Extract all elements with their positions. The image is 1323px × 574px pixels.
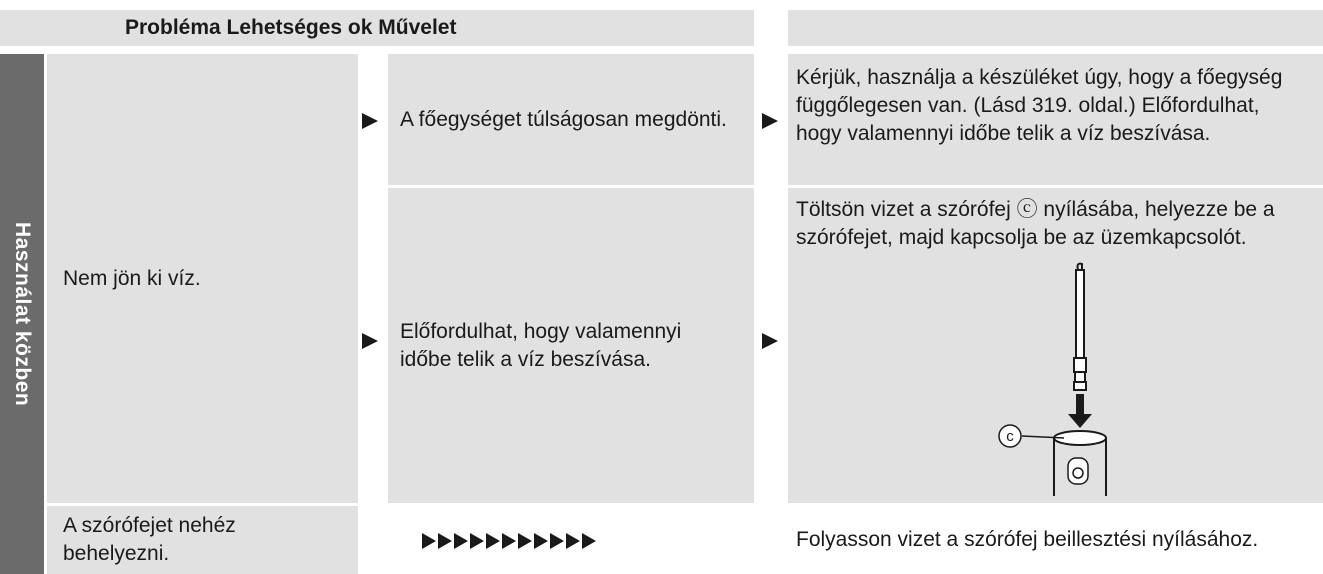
side-label-cell — [0, 54, 44, 574]
cause-text-1: A főegységet túlságosan megdönti. — [400, 107, 727, 131]
header-columns-label: Probléma Lehetséges ok Művelet — [125, 16, 457, 39]
sequence-arrow-icon — [470, 533, 484, 549]
table-header — [0, 10, 754, 46]
side-label-text: Használat közben — [11, 221, 34, 407]
sequence-arrow-icon — [534, 533, 548, 549]
action-text-1: Kérjük, használja a készüléket úgy, hogy a főegység függőlegesen van. (Lásd 319. oldal.) Előfordulhat, hogy valamennyi időbe telik a víz beszívása. — [796, 66, 1283, 145]
action-text-2: Töltsön vizet a szórófej ⓒ nyílásába, helyezze be a szórófejet, majd kapcsolja be az üzemkapcsolót. — [796, 198, 1275, 249]
illustration-label: c — [1006, 428, 1014, 445]
sequence-arrow-icon — [486, 533, 500, 549]
sequence-arrow-icon — [502, 533, 516, 549]
cause-cell-1 — [388, 54, 754, 185]
sequence-arrow-icon — [454, 533, 468, 549]
cause-arrow-sequence — [422, 532, 722, 550]
sequence-arrow-icon — [438, 533, 452, 549]
cause-arrow-icon-2 — [362, 333, 378, 349]
cause-arrow-icon-1 — [362, 113, 378, 129]
sequence-arrow-icon — [422, 533, 436, 549]
action-arrow-icon-1 — [762, 113, 778, 129]
sequence-arrow-icon — [582, 533, 596, 549]
problem-text-1: Nem jön ki víz. — [63, 266, 201, 290]
sequence-arrow-icon — [550, 533, 564, 549]
cause-text-2: Előfordulhat, hogy valamennyi időbe telik a víz beszívása. — [400, 319, 682, 371]
problem-text-2: A szórófejet nehéz behelyezni. — [63, 514, 236, 565]
action-cell-3 — [788, 506, 1323, 574]
problem-cell-1 — [47, 54, 358, 503]
action-arrow-icon-2 — [762, 333, 778, 349]
cause-cell-2 — [388, 188, 754, 503]
table-header-action-column — [788, 10, 1323, 46]
sequence-arrow-icon — [566, 533, 580, 549]
action-cell-1 — [788, 54, 1323, 185]
nozzle-insertion-illustration — [990, 258, 1130, 498]
action-text-3: Folyasson vizet a szórófej beillesztési nyílásához. — [796, 528, 1259, 551]
problem-cell-2 — [47, 506, 358, 574]
sequence-arrow-icon — [518, 533, 532, 549]
